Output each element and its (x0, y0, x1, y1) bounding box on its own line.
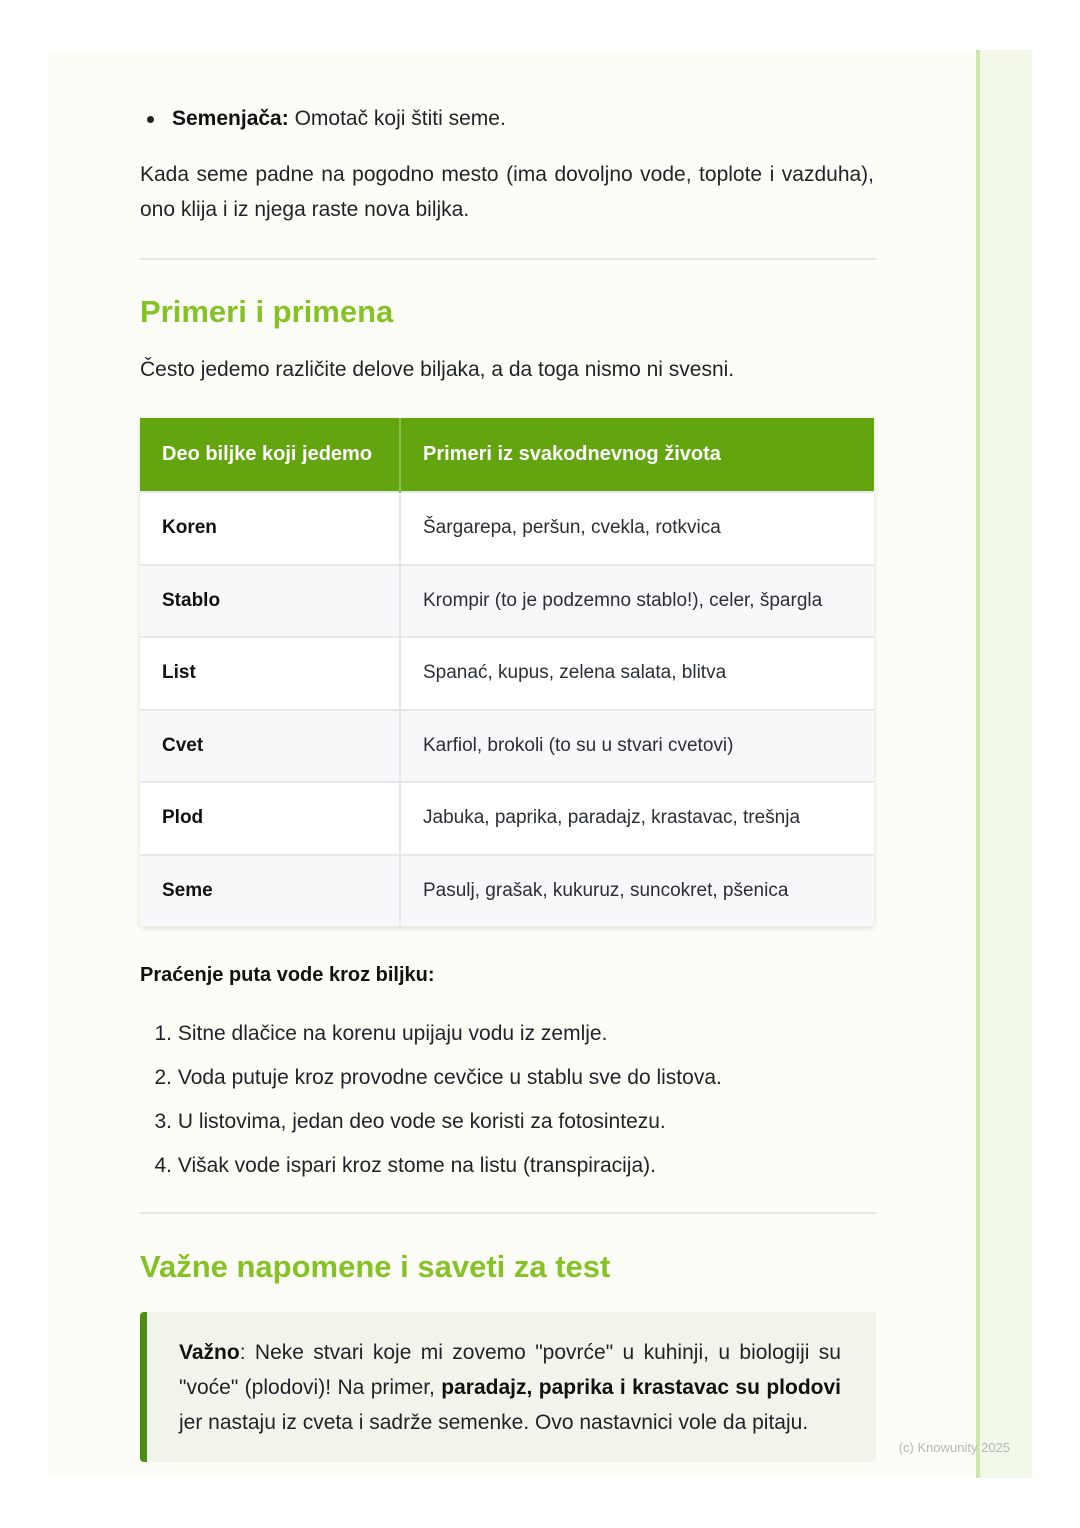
table-cell-part: Koren (140, 492, 400, 565)
table-row (140, 565, 874, 638)
section-heading-notes: Važne napomene i saveti za test (140, 1249, 611, 1284)
water-path-title: Praćenje puta vode kroz biljku: (140, 964, 435, 986)
list-item (140, 1148, 722, 1192)
callout-bold-text: paradajz, paprika i krastavac su plodovi (441, 1376, 841, 1399)
table-cell-examples: Jabuka, paprika, paradajz, krastavac, trešnja (400, 782, 874, 855)
divider (140, 258, 876, 260)
table-header-row (140, 418, 874, 492)
page-side-stripe (976, 50, 1032, 1478)
list-item-term: Semenjača: (172, 107, 289, 130)
table-row (140, 492, 874, 565)
footer-copyright: (c) Knowunity 2025 (898, 1440, 1010, 1455)
document-page (48, 50, 976, 1478)
table-cell-examples: Šargarepa, peršun, cvekla, rotkvica (400, 492, 874, 565)
divider (140, 1212, 876, 1214)
callout-text (179, 1335, 841, 1440)
paragraph-germination: Kada seme padne na pogodno mesto (ima dovoljno vode, toplote i vazduha), ono klija i iz njega raste nova biljka. (140, 163, 874, 221)
table-row (140, 637, 874, 710)
list-item (140, 1060, 722, 1104)
table-header-examples: Primeri iz svakodnevnog života (400, 418, 874, 492)
table-cell-examples: Spanać, kupus, zelena salata, blitva (400, 637, 874, 710)
table-cell-part: Seme (140, 855, 400, 927)
table-cell-examples: Pasulj, grašak, kukuruz, suncokret, pšenica (400, 855, 874, 927)
callout-label: Važno (179, 1341, 240, 1364)
callout-text-part2: jer nastaju iz cveta i sadrže semenke. Ovo nastavnici vole da pitaju. (179, 1411, 809, 1434)
step-text: U listovima, jedan deo vode se koristi za fotosintezu. (177, 1110, 666, 1133)
important-callout (140, 1312, 876, 1462)
section-heading-examples: Primeri i primena (140, 294, 394, 329)
list-item (140, 1016, 722, 1060)
table-cell-examples: Krompir (to je podzemno stablo!), celer, špargla (400, 565, 874, 638)
edible-plant-parts-table (140, 418, 874, 926)
table-cell-part: List (140, 637, 400, 710)
list-item-text (172, 106, 506, 132)
list-item (140, 1104, 722, 1148)
step-number: 1. (154, 1022, 172, 1045)
callout-text-part1: : Neke stvari koje mi zovemo "povrće" u kuhinji, u biologiji su "voće" (plodovi)! Na primer, (179, 1341, 841, 1399)
table-row (140, 782, 874, 855)
step-text: Sitne dlačice na korenu upijaju vodu iz zemlje. (177, 1022, 608, 1045)
table-row (140, 855, 874, 927)
step-number: 2. (154, 1066, 172, 1089)
table-cell-part: Stablo (140, 565, 400, 638)
paragraph-examples-intro: Često jedemo različite delove biljaka, a da toga nismo ni svesni. (140, 358, 735, 381)
table-cell-part: Plod (140, 782, 400, 855)
step-text: Višak vode ispari kroz stome na listu (transpiracija). (177, 1154, 656, 1177)
table-header-part: Deo biljke koji jedemo (140, 418, 400, 492)
table-row (140, 710, 874, 783)
bullet-dot (147, 116, 154, 123)
water-path-steps (140, 1016, 722, 1192)
list-item-definition: Omotač koji štiti seme. (288, 107, 506, 130)
step-text: Voda putuje kroz provodne cevčice u stablu sve do listova. (177, 1066, 722, 1089)
table-cell-part: Cvet (140, 710, 400, 783)
table-cell-examples: Karfiol, brokoli (to su u stvari cvetovi) (400, 710, 874, 783)
step-number: 3. (154, 1110, 172, 1133)
step-number: 4. (154, 1154, 172, 1177)
